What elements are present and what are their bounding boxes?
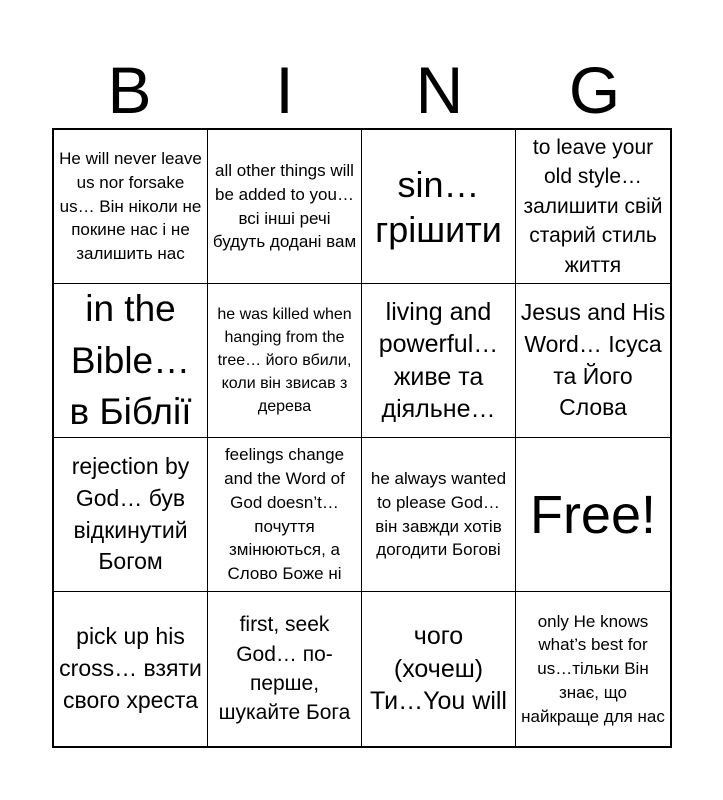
header-letter-i: I (275, 53, 294, 127)
cell-text: pick up his cross… взяти свого хреста (59, 623, 202, 713)
header-letter-b: B (107, 53, 152, 127)
bingo-cell[interactable] (362, 130, 516, 284)
cell-text: in the Bible… в Біблії (69, 287, 192, 433)
cell-text: rejection by God… був відкинутий Богом (71, 453, 190, 575)
cell-text: he always wanted to please God… він завжди хотів догодити Богові (370, 468, 507, 560)
cell-text: sin… грішити (375, 163, 502, 250)
cell-text: Jesus and His Word… Ісуса та Його Слова (520, 299, 666, 421)
bingo-cell[interactable] (362, 592, 516, 746)
bingo-cell[interactable] (208, 284, 362, 438)
bingo-cell[interactable] (54, 592, 208, 746)
bingo-cell[interactable] (208, 130, 362, 284)
cell-text: to leave your old style… залишити свій старий стиль життя (523, 136, 663, 277)
header-letter-n: N (415, 53, 464, 127)
bingo-cell[interactable] (54, 130, 208, 284)
bingo-cell[interactable] (54, 438, 208, 592)
cell-text: feelings change and the Word of God doesn’t… почуття змінюються, а Слово Боже ні (224, 445, 345, 584)
free-space-cell[interactable] (516, 438, 670, 592)
cell-text: чого (хочеш) Ти…You will (370, 622, 507, 716)
bingo-header (52, 52, 672, 128)
free-space-label: Free! (529, 484, 657, 545)
bingo-cell[interactable] (516, 592, 670, 746)
cell-text: He will never leave us nor forsake us… Він ніколи не покине нас і не залишить нас (59, 149, 202, 264)
cell-text: all other things will be added to you… всі інші речі будуть додані вам (212, 160, 357, 252)
header-letter-g: G (568, 53, 621, 127)
bingo-cell[interactable] (362, 284, 516, 438)
bingo-card-grid (52, 128, 672, 748)
bingo-cell[interactable] (208, 592, 362, 746)
cell-text: he was killed when hanging from the tree… його вбили, коли він звисав з дерева (217, 305, 352, 416)
bingo-cell[interactable] (362, 438, 516, 592)
bingo-cell[interactable] (208, 438, 362, 592)
bingo-cell[interactable] (516, 130, 670, 284)
cell-text: only He knows what’s best for us…тільки Він знає, що найкраще для нас (521, 611, 665, 726)
cell-text: first, seek God… по-перше, шукайте Бога (218, 613, 351, 725)
bingo-cell[interactable] (516, 284, 670, 438)
bingo-cell[interactable] (54, 284, 208, 438)
cell-text: living and powerful… живе та діяльне… (378, 297, 499, 423)
